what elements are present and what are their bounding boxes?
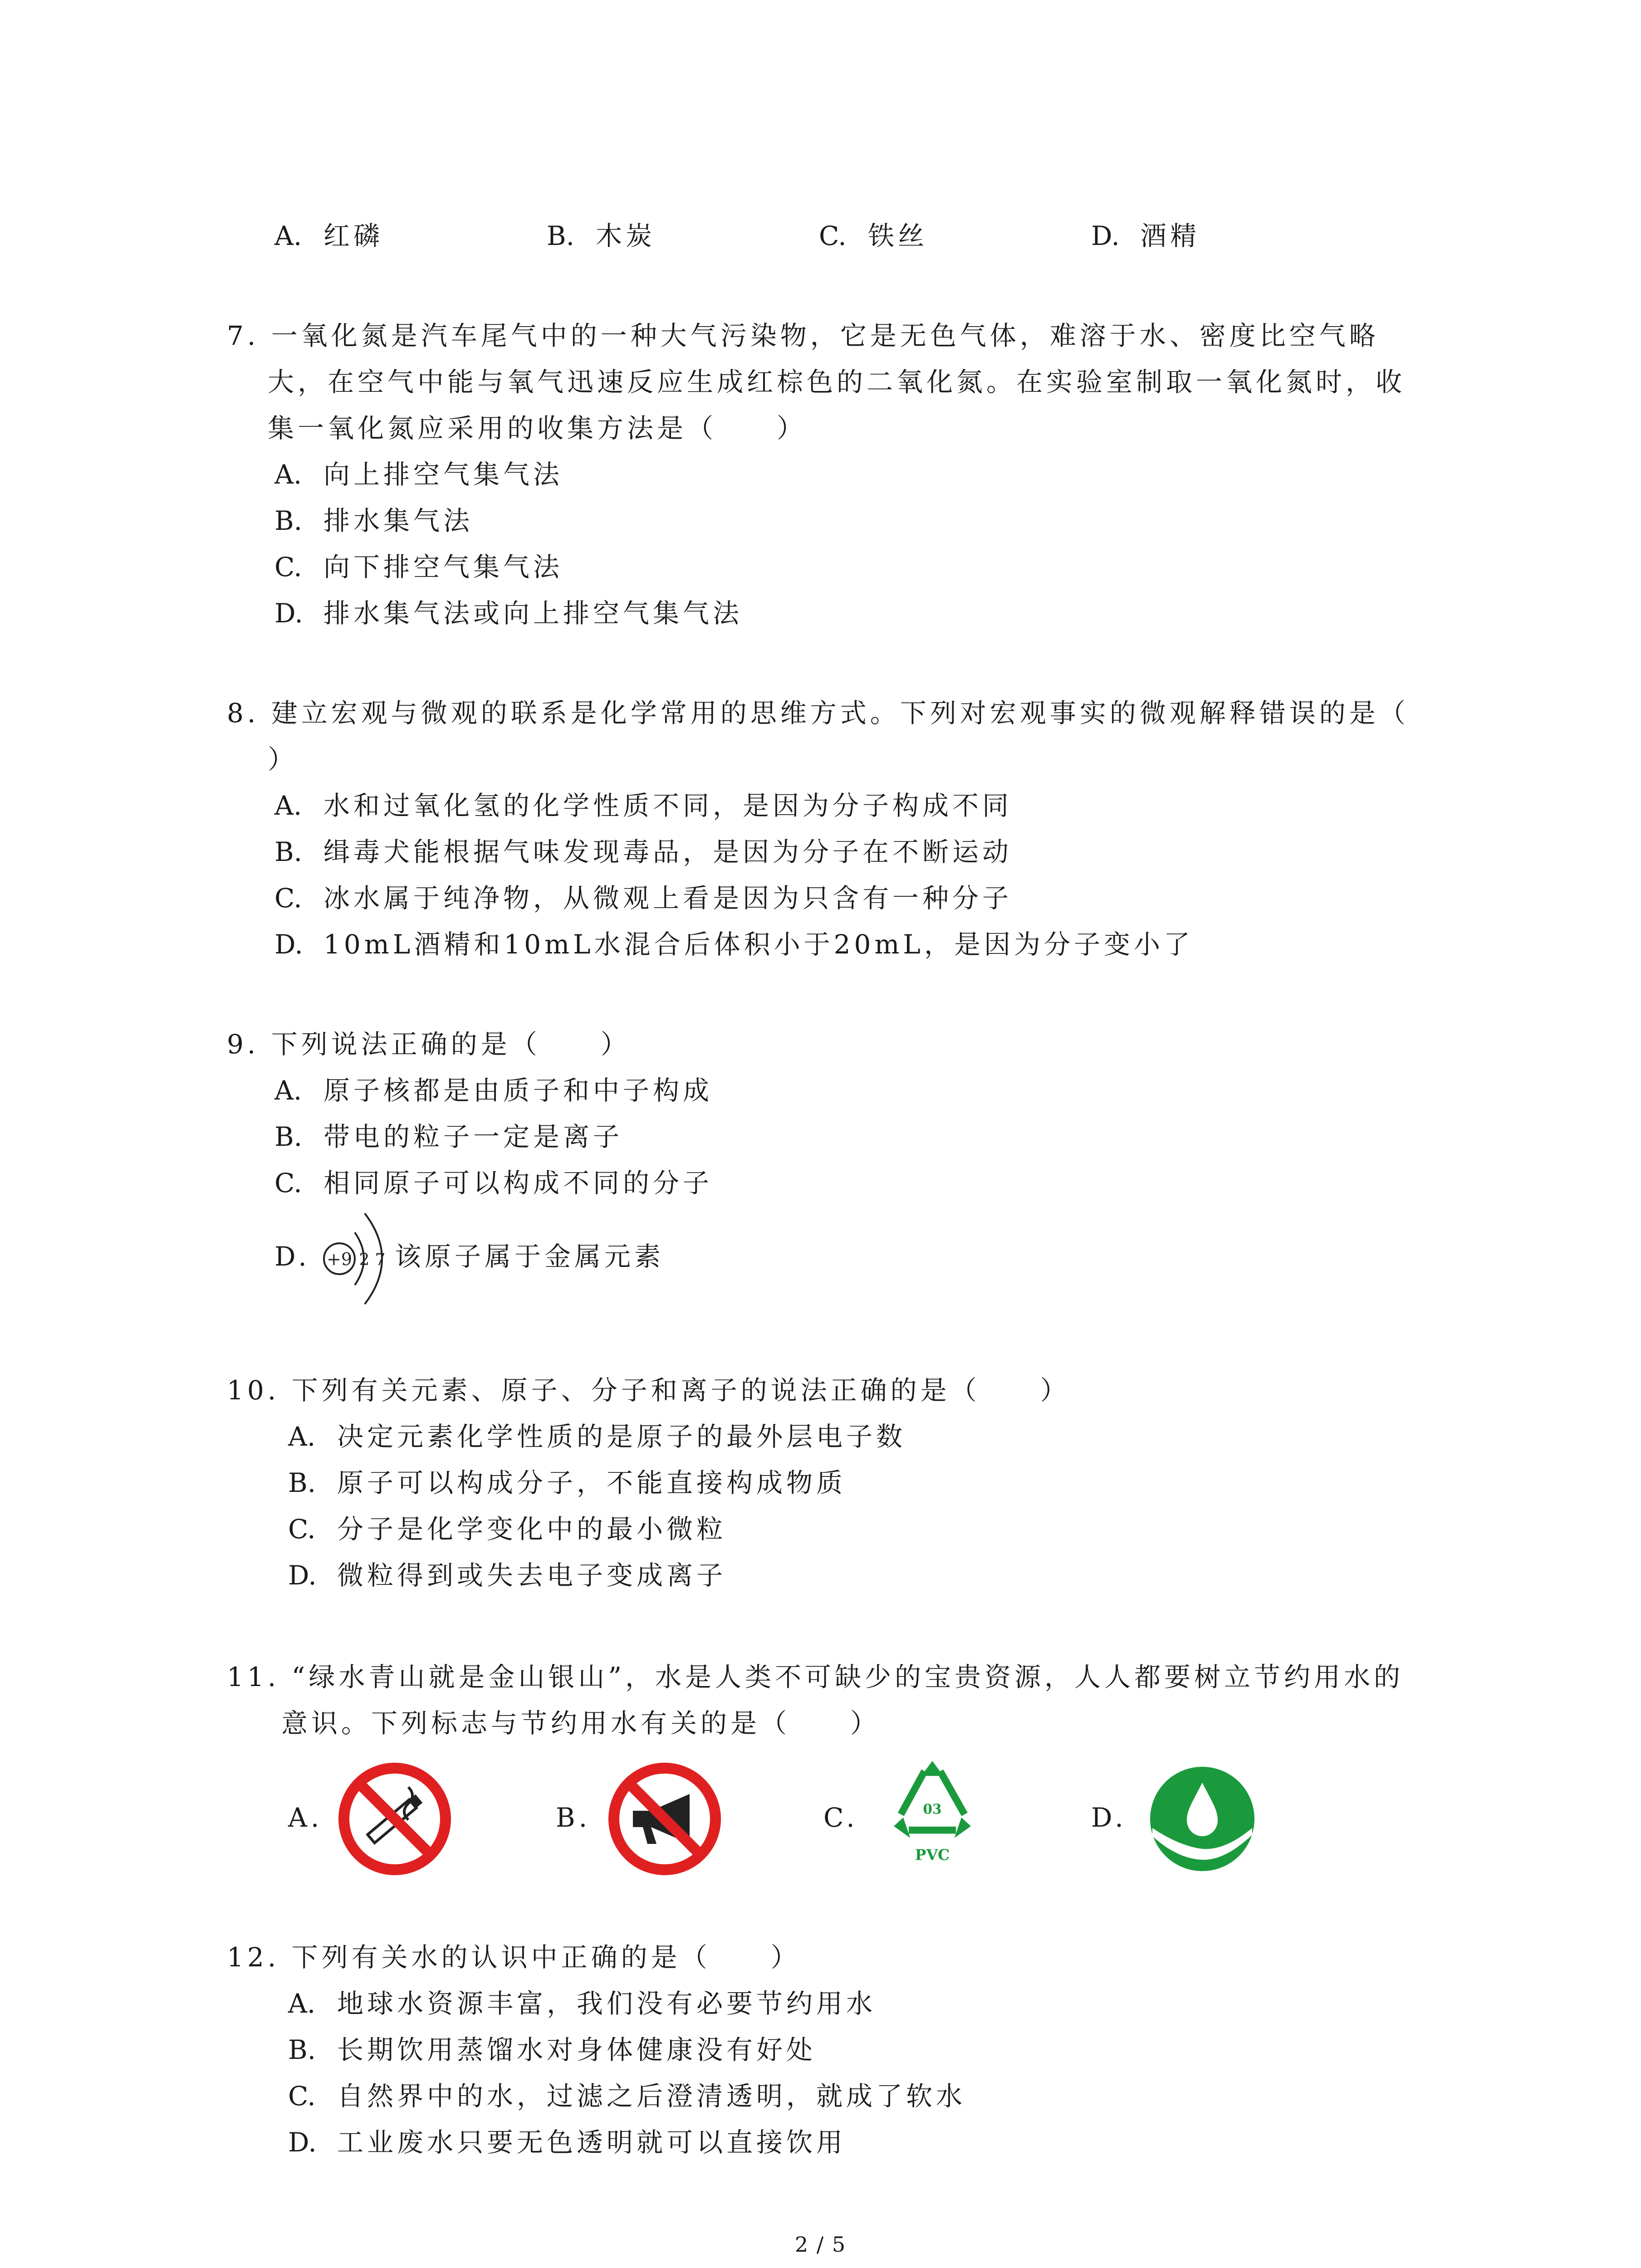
- q10-option-c: C. 分子是化学变化中的最小微粒: [288, 1514, 727, 1545]
- q8-stem-line-2: ）: [268, 744, 298, 775]
- q7-stem-line-3: 集一氧化氮应采用的收集方法是（ ）: [268, 413, 807, 444]
- q11-stem-line-2: 意识。下列标志与节约用水有关的是（ ）: [281, 1708, 881, 1739]
- q12-option-a: A. 地球水资源丰富，我们没有必要节约用水: [288, 1988, 877, 2019]
- q8-option-a: A. 水和过氧化氢的化学性质不同，是因为分子构成不同: [274, 790, 1013, 821]
- q9-option-d-text: 该原子属于金属元素: [395, 1241, 665, 1272]
- q7-option-c: C. 向下排空气集气法: [274, 552, 563, 582]
- q6-option-c: C. 铁丝: [819, 220, 928, 251]
- q7-option-b: B. 排水集气法: [274, 505, 474, 536]
- q6-option-b: B. 木炭: [547, 220, 656, 251]
- q12-option-d: D. 工业废水只要无色透明就可以直接饮用: [288, 2127, 847, 2158]
- q12-option-c: C. 自然界中的水，过滤之后澄清透明，就成了软水: [288, 2081, 966, 2112]
- page-number: 2 / 5: [794, 2232, 847, 2257]
- q10-option-a: A. 决定元素化学性质的是原子的最外层电子数: [288, 1421, 906, 1452]
- q9-option-d-label: D.: [274, 1241, 310, 1272]
- q7-stem-line-2: 大，在空气中能与氧气迅速反应生成红棕色的二氧化氮。在实验室制取一氧化氮时，收: [268, 367, 1406, 397]
- q10-stem: 10. 下列有关元素、原子、分子和离子的说法正确的是（ ）: [227, 1375, 1070, 1406]
- recycle-pvc-icon: [873, 1755, 991, 1873]
- q6-option-a: A. 红磷: [274, 220, 384, 251]
- no-horn-icon: [606, 1760, 724, 1878]
- q8-stem-line-1: 8. 建立宏观与微观的联系是化学常用的思维方式。下列对宏观事实的微观解释错误的是（: [227, 698, 1409, 728]
- q11-option-b-label: B.: [556, 1802, 591, 1833]
- q9-option-c: C. 相同原子可以构成不同的分子: [274, 1168, 713, 1198]
- nucleus-charge: +9: [326, 1249, 353, 1269]
- q6-option-d: D. 酒精: [1091, 220, 1200, 251]
- water-saving-icon: [1143, 1760, 1261, 1878]
- recycle-caption: PVC: [915, 1846, 950, 1864]
- q11-stem-line-1: 11. “绿水青山就是金山银山”，水是人类不可缺少的宝贵资源，人人都要树立节约用水的: [227, 1662, 1404, 1692]
- q7-option-a: A. 向上排空气集气法: [274, 459, 563, 490]
- q7-stem-line-1: 7. 一氧化氮是汽车尾气中的一种大气污染物，它是无色气体，难溶于水、密度比空气略: [227, 320, 1379, 351]
- atom-structure-diagram: [318, 1204, 395, 1313]
- q12-option-b: B. 长期饮用蒸馏水对身体健康没有好处: [288, 2034, 817, 2065]
- q9-option-b: B. 带电的粒子一定是离子: [274, 1121, 623, 1152]
- q9-option-a: A. 原子核都是由质子和中子构成: [274, 1075, 713, 1106]
- q10-option-b: B. 原子可以构成分子，不能直接构成物质: [288, 1467, 847, 1498]
- q11-option-c-label: C.: [823, 1802, 858, 1833]
- q10-option-d: D. 微粒得到或失去电子变成离子: [288, 1560, 727, 1591]
- q9-stem: 9. 下列说法正确的是（ ）: [227, 1029, 631, 1060]
- no-smoking-icon: [336, 1760, 454, 1878]
- shell-2-electrons: 7: [375, 1251, 386, 1269]
- q8-option-c: C. 冰水属于纯净物，从微观上看是因为只含有一种分子: [274, 883, 1013, 914]
- recycle-code: 03: [923, 1801, 942, 1817]
- shell-1-electrons: 2: [359, 1251, 370, 1269]
- q11-option-a-label: A.: [288, 1802, 323, 1833]
- q8-option-d: D. 10mL酒精和10mL水混合后体积小于20mL，是因为分子变小了: [274, 929, 1194, 960]
- q11-option-d-label: D.: [1091, 1802, 1127, 1833]
- q8-option-b: B. 缉毒犬能根据气味发现毒品，是因为分子在不断运动: [274, 836, 1013, 867]
- q7-option-d: D. 排水集气法或向上排空气集气法: [274, 598, 743, 629]
- q12-stem: 12. 下列有关水的认识中正确的是（ ）: [227, 1942, 801, 1973]
